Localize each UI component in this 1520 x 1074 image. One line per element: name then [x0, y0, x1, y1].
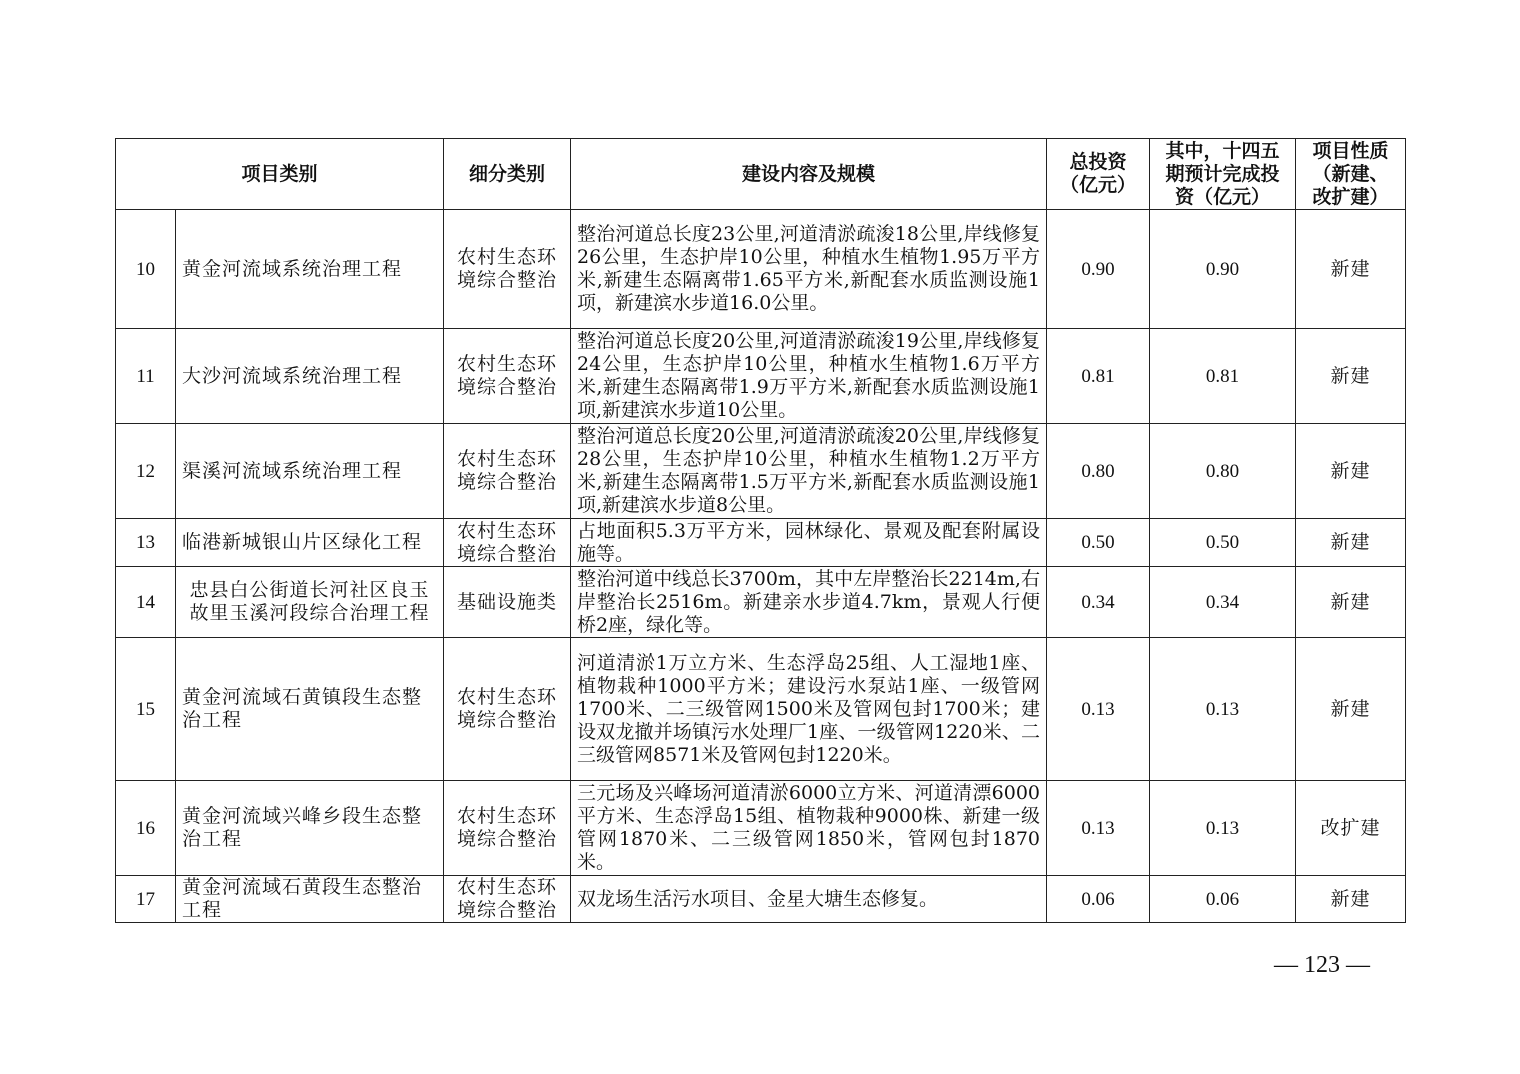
plan-investment: 0.81: [1150, 329, 1296, 424]
project-name: 临港新城银山片区绿化工程: [176, 519, 444, 567]
plan-investment: 0.13: [1150, 781, 1296, 876]
table-row: [116, 638, 1406, 781]
subcategory: 农村生态环境综合整治: [444, 329, 571, 424]
subcategory: 农村生态环境综合整治: [444, 638, 571, 781]
row-number: 17: [116, 876, 176, 923]
table-header-row: [116, 139, 1406, 210]
total-investment: 0.13: [1047, 781, 1150, 876]
subcategory: 农村生态环境综合整治: [444, 876, 571, 923]
project-nature: 新建: [1296, 876, 1406, 923]
project-nature: 新建: [1296, 567, 1406, 638]
table-row: [116, 876, 1406, 923]
row-number: 11: [116, 329, 176, 424]
total-investment: 0.81: [1047, 329, 1150, 424]
plan-investment: 0.34: [1150, 567, 1296, 638]
project-name: 黄金河流域石黄镇段生态整治工程: [176, 638, 444, 781]
row-number: 12: [116, 424, 176, 519]
header-content: 建设内容及规模: [571, 139, 1047, 210]
project-name: 渠溪河流域系统治理工程: [176, 424, 444, 519]
plan-investment: 0.06: [1150, 876, 1296, 923]
construction-content: 占地面积5.3万平方米，园林绿化、景观及配套附属设施等。: [571, 519, 1047, 567]
total-investment: 0.13: [1047, 638, 1150, 781]
project-nature: 新建: [1296, 424, 1406, 519]
construction-content: 三元场及兴峰场河道清淤6000立方米、河道清漂6000平方米、生态浮岛15组、植物栽种9000株、新建一级管网1870米、二三级管网1850米，管网包封1870米。: [571, 781, 1047, 876]
table-row: [116, 329, 1406, 424]
row-number: 13: [116, 519, 176, 567]
subcategory: 农村生态环境综合整治: [444, 424, 571, 519]
plan-investment: 0.13: [1150, 638, 1296, 781]
header-plan-investment: 其中，十四五期预计完成投资（亿元）: [1150, 139, 1296, 210]
project-nature: 新建: [1296, 329, 1406, 424]
row-number: 16: [116, 781, 176, 876]
project-name: 黄金河流域系统治理工程: [176, 210, 444, 329]
plan-investment: 0.50: [1150, 519, 1296, 567]
plan-investment: 0.90: [1150, 210, 1296, 329]
subcategory: 基础设施类: [444, 567, 571, 638]
header-category: 项目类别: [116, 139, 444, 210]
project-nature: 新建: [1296, 638, 1406, 781]
table-row: [116, 781, 1406, 876]
project-nature: 新建: [1296, 519, 1406, 567]
project-table: [115, 138, 1406, 923]
table-row: [116, 519, 1406, 567]
total-investment: 0.50: [1047, 519, 1150, 567]
header-nature: 项目性质（新建、改扩建）: [1296, 139, 1406, 210]
subcategory: 农村生态环境综合整治: [444, 781, 571, 876]
total-investment: 0.34: [1047, 567, 1150, 638]
row-number: 10: [116, 210, 176, 329]
construction-content: 整治河道总长度20公里,河道清淤疏浚20公里,岸线修复28公里，生态护岸10公里，种植水生植物1.2万平方米,新建生态隔离带1.5万平方米,新配套水质监测设施1项,新建滨水步道8公里。: [571, 424, 1047, 519]
row-number: 15: [116, 638, 176, 781]
page-number: — 123 —: [1274, 952, 1370, 978]
subcategory: 农村生态环境综合整治: [444, 210, 571, 329]
project-name: 黄金河流域石黄段生态整治工程: [176, 876, 444, 923]
row-number: 14: [116, 567, 176, 638]
plan-investment: 0.80: [1150, 424, 1296, 519]
project-name: 大沙河流域系统治理工程: [176, 329, 444, 424]
subcategory: 农村生态环境综合整治: [444, 519, 571, 567]
total-investment: 0.90: [1047, 210, 1150, 329]
construction-content: 河道清淤1万立方米、生态浮岛25组、人工湿地1座、植物栽种1000平方米；建设污水泵站1座、一级管网1700米、二三级管网1500米及管网包封1700米；建设双龙撤并场镇污水处理厂1座、一级管网1220米、二三级管网8571米及管网包封1220米。: [571, 638, 1047, 781]
project-nature: 新建: [1296, 210, 1406, 329]
construction-content: 整治河道中线总长3700m，其中左岸整治长2214m,右岸整治长2516m。新建亲水步道4.7km，景观人行便桥2座，绿化等。: [571, 567, 1047, 638]
project-name: 忠县白公街道长河社区良玉故里玉溪河段综合治理工程: [176, 567, 444, 638]
table-row: [116, 567, 1406, 638]
project-name: 黄金河流域兴峰乡段生态整治工程: [176, 781, 444, 876]
construction-content: 整治河道总长度23公里,河道清淤疏浚18公里,岸线修复26公里，生态护岸10公里，种植水生植物1.95万平方米,新建生态隔离带1.65平方米,新配套水质监测设施1项，新建滨水步道16.0公里。: [571, 210, 1047, 329]
header-total-investment: 总投资（亿元）: [1047, 139, 1150, 210]
total-investment: 0.06: [1047, 876, 1150, 923]
total-investment: 0.80: [1047, 424, 1150, 519]
header-subcategory: 细分类别: [444, 139, 571, 210]
table-row: [116, 424, 1406, 519]
project-nature: 改扩建: [1296, 781, 1406, 876]
construction-content: 整治河道总长度20公里,河道清淤疏浚19公里,岸线修复24公里，生态护岸10公里，种植水生植物1.6万平方米,新建生态隔离带1.9万平方米,新配套水质监测设施1项,新建滨水步道10公里。: [571, 329, 1047, 424]
construction-content: 双龙场生活污水项目、金星大塘生态修复。: [571, 876, 1047, 923]
table-row: [116, 210, 1406, 329]
